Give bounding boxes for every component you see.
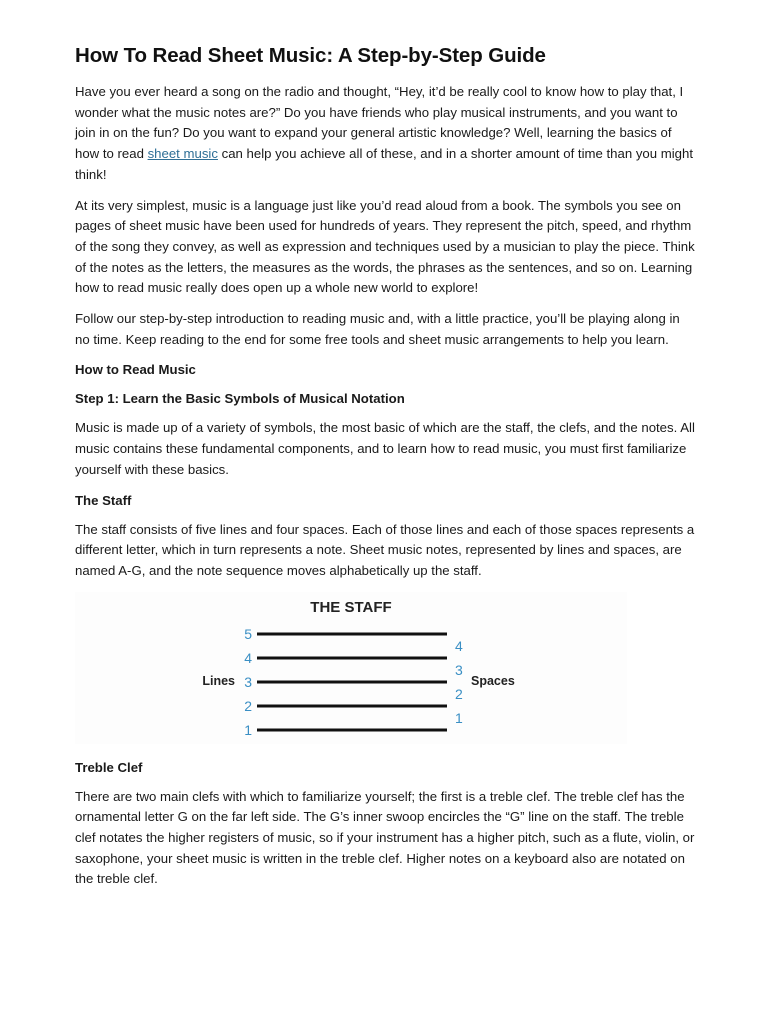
space-number: 3 bbox=[455, 661, 463, 678]
space-number: 1 bbox=[455, 709, 463, 726]
intro-text-before-link: Have you ever heard a song on the radio and thought, “Hey, it’d be really cool to know how to play that, I wonder what the music notes are?” Do you have friends who play musical instruments, and you want to join in on the fun? Do you want to expand your general artistic knowledge? Well, learning the basics of how to read bbox=[75, 84, 684, 162]
intro-paragraph-3: Follow our step-by-step introduction to reading music and, with a little practice, you’ll be playing along in no time. Keep reading to the end for some free tools and sheet music arrangements to help you learn. bbox=[75, 311, 680, 347]
spaces-label: Spaces bbox=[471, 673, 515, 688]
line-number: 1 bbox=[244, 721, 252, 738]
line-number: 3 bbox=[244, 673, 252, 690]
lines-label: Lines bbox=[202, 673, 235, 688]
treble-clef-paragraph: There are two main clefs with which to familiarize yourself; the first is a treble clef. The treble clef has the ornamental letter G on the far left side. The G’s inner swoop encircles the “G” line on the staff. The treble clef notates the higher registers of music, so if your instrument has a higher pitch, such as a flute, violin, or saxophone, your sheet music is written in the treble clef. Higher notes on a keyboard also are notated on the treble clef. bbox=[75, 788, 695, 887]
staff-paragraph: The staff consists of five lines and four spaces. Each of those lines and each of those spaces represents a different letter, which in turn represents a note. Sheet music notes, represented by lines and spaces, are named A-G, and the note sequence moves alphabetically up the staff. bbox=[75, 521, 695, 578]
sheet-music-link[interactable]: sheet music bbox=[147, 146, 218, 162]
line-number: 4 bbox=[244, 649, 252, 666]
staff-diagram-svg bbox=[75, 592, 627, 744]
treble-clef-heading: Treble Clef bbox=[75, 759, 143, 775]
intro-text-after-link: can help you achieve all of these, and in a shorter amount of time than you might think! bbox=[75, 146, 693, 182]
staff-heading: The Staff bbox=[75, 492, 132, 508]
line-numbers bbox=[244, 626, 252, 738]
article bbox=[75, 44, 695, 900]
intro-paragraph-2: At its very simplest, music is a language just like you’d read aloud from a book. The symbols you see on pages of sheet music have been used for hundreds of years. They represent the pitch, speed, and rhythm of the song they convey, as well as expression and techniques used by a musician to play the piece. Think of the notes as the letters, the measures as the words, the phrases as the sentences, and so on. Learning how to read music really does open up a whole new world to explore! bbox=[75, 197, 695, 296]
step1-heading: Step 1: Learn the Basic Symbols of Musical Notation bbox=[75, 391, 405, 407]
section-heading: How to Read Music bbox=[75, 362, 196, 378]
space-number: 4 bbox=[455, 637, 463, 654]
staff-lines bbox=[257, 634, 447, 730]
line-number: 2 bbox=[244, 697, 252, 714]
space-number: 2 bbox=[455, 685, 463, 702]
line-number: 5 bbox=[244, 625, 252, 642]
intro-paragraph-1 bbox=[75, 82, 695, 186]
staff-diagram bbox=[75, 592, 627, 744]
step1-paragraph: Music is made up of a variety of symbols, the most basic of which are the staff, the clefs, and the notes. All music contains these fundamental components, and to learn how to read music, you must first familiarize yourself with these basics. bbox=[75, 420, 695, 477]
page-title: How To Read Sheet Music: A Step-by-Step Guide bbox=[75, 44, 546, 67]
space-numbers bbox=[455, 638, 463, 726]
staff-diagram-title: THE STAFF bbox=[310, 598, 392, 616]
